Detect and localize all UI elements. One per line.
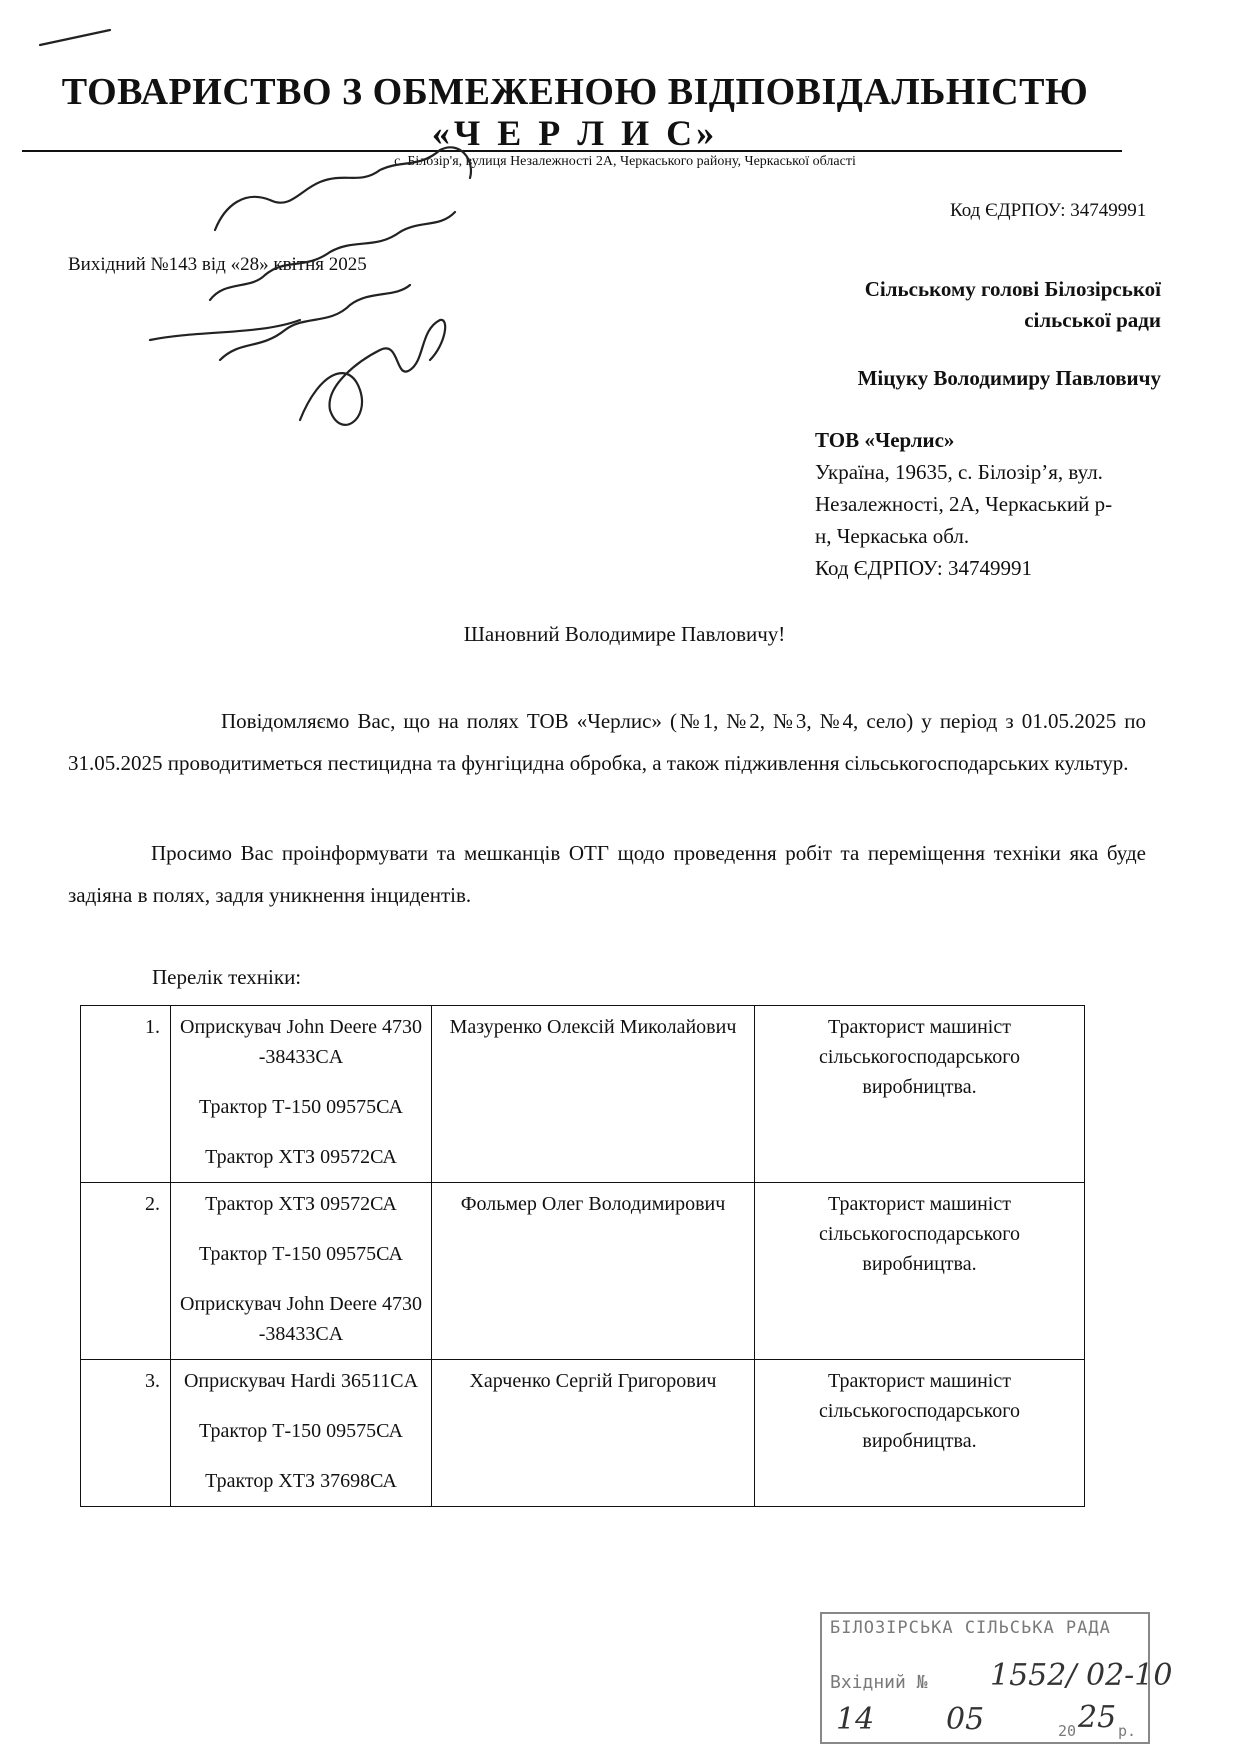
- machine-item: Оприскувач John Deere 4730 -38433CA: [180, 1293, 422, 1345]
- operator-name: Фольмер Олег Володимирович: [432, 1183, 755, 1360]
- outgoing-number: Вихідний №143 від «28» квітня 2025: [68, 254, 367, 275]
- recipient-address-line1: Україна, 19635, с. Білозір’я, вул.: [815, 460, 1103, 484]
- paragraph-notice: Повідомляємо Вас, що на полях ТОВ «Черлис» (№1, №2, №3, №4, село) у період з 01.05.2025 по 31.05.2025 проводитиметься пестицидна та фунгіцидна обробка, а також підживлення сільськогосподарських культур.: [68, 709, 1146, 775]
- recipient-title-line2: сільської ради: [1024, 308, 1161, 332]
- operator-role: Тракторист машиніст сільськогосподарського виробництва.: [755, 1183, 1085, 1360]
- paragraph-request: Просимо Вас проінформувати та мешканців ОТГ щодо проведення робіт та переміщення техніки яка буде задіяна в полях, задля уникнення інцидентів.: [68, 841, 1146, 907]
- signature: [300, 320, 445, 425]
- resolution-line3: [220, 285, 410, 360]
- machine-item: Трактор Т-150 09575СА: [199, 1243, 403, 1265]
- recipient-code: Код ЄДРПОУ: 34749991: [815, 556, 1032, 580]
- equipment-list-title: Перелік техніки:: [152, 965, 302, 989]
- table-row: [81, 1183, 1085, 1360]
- stamp-year: 25: [1078, 1700, 1117, 1735]
- recipient-name: Міцуку Володимиру Павловичу: [857, 366, 1161, 390]
- company-code: Код ЄДРПОУ: 34749991: [950, 200, 1147, 221]
- company-address: с. Білозір'я, вулиця Незалежності 2А, Черкаського району, Черкаської області: [394, 154, 856, 169]
- stamp-month: 05: [946, 1702, 985, 1737]
- recipient-address-block: [815, 424, 1112, 584]
- table-row: [81, 1360, 1085, 1507]
- machine-item: Трактор ХТЗ 09572СА: [205, 1193, 397, 1215]
- stamp-title: БІЛОЗІРСЬКА СІЛЬСЬКА РАДА: [830, 1618, 1111, 1638]
- operator-role: Тракторист машиніст сільськогосподарського виробництва.: [755, 1360, 1085, 1507]
- row-number: 3.: [81, 1360, 171, 1507]
- header-divider: [22, 150, 1122, 152]
- machine-item: Трактор ХТЗ 09572СА: [205, 1146, 397, 1168]
- row-number: 2.: [81, 1183, 171, 1360]
- machine-item: Оприскувач Hardi 36511CA: [183, 1370, 419, 1392]
- operator-name: Харченко Сергій Григорович: [432, 1360, 755, 1507]
- machines-cell: [171, 1183, 432, 1360]
- stamp-number: 1552/ 02-10: [990, 1658, 1173, 1693]
- operator-name: Мазуренко Олексій Миколайович: [432, 1006, 755, 1183]
- greeting: Шановний Володимире Павловичу!: [463, 622, 786, 646]
- equipment-table: [80, 1005, 1085, 1507]
- machine-item: Трактор Т-150 09575СА: [199, 1096, 403, 1118]
- stamp-year-prefix: 20: [1058, 1722, 1077, 1740]
- stamp-year-unit: р.: [1118, 1722, 1137, 1740]
- operator-role: Тракторист машиніст сільськогосподарського виробництва.: [755, 1006, 1085, 1183]
- incoming-stamp: [820, 1612, 1173, 1744]
- table-row: [81, 1006, 1085, 1183]
- machines-cell: [171, 1360, 432, 1507]
- machine-item: Оприскувач John Deere 4730 -38433CA: [180, 1016, 422, 1068]
- company-title: ТОВАРИСТВО З ОБМЕЖЕНОЮ ВІДПОВІДАЛЬНІСТЮ: [61, 71, 1089, 113]
- machines-cell: [171, 1006, 432, 1183]
- stamp-day: 14: [836, 1702, 875, 1737]
- machine-item: Трактор ХТЗ 37698СА: [205, 1470, 397, 1492]
- company-name: «Ч Е Р Л И С»: [431, 113, 719, 153]
- recipient-org: ТОВ «Черлис»: [815, 428, 955, 452]
- recipient-address-line2: Незалежності, 2А, Черкаський р-: [815, 492, 1113, 516]
- pen-mark: [40, 30, 110, 45]
- row-number: 1.: [81, 1006, 171, 1183]
- stamp-label: Вхідний №: [830, 1672, 928, 1693]
- flourish: [150, 320, 300, 340]
- recipient-title-line1: Сільському голові Білозірської: [864, 277, 1161, 301]
- recipient-address-line3: н, Черкаська обл.: [815, 524, 970, 548]
- machine-item: Трактор Т-150 09575СА: [199, 1420, 403, 1442]
